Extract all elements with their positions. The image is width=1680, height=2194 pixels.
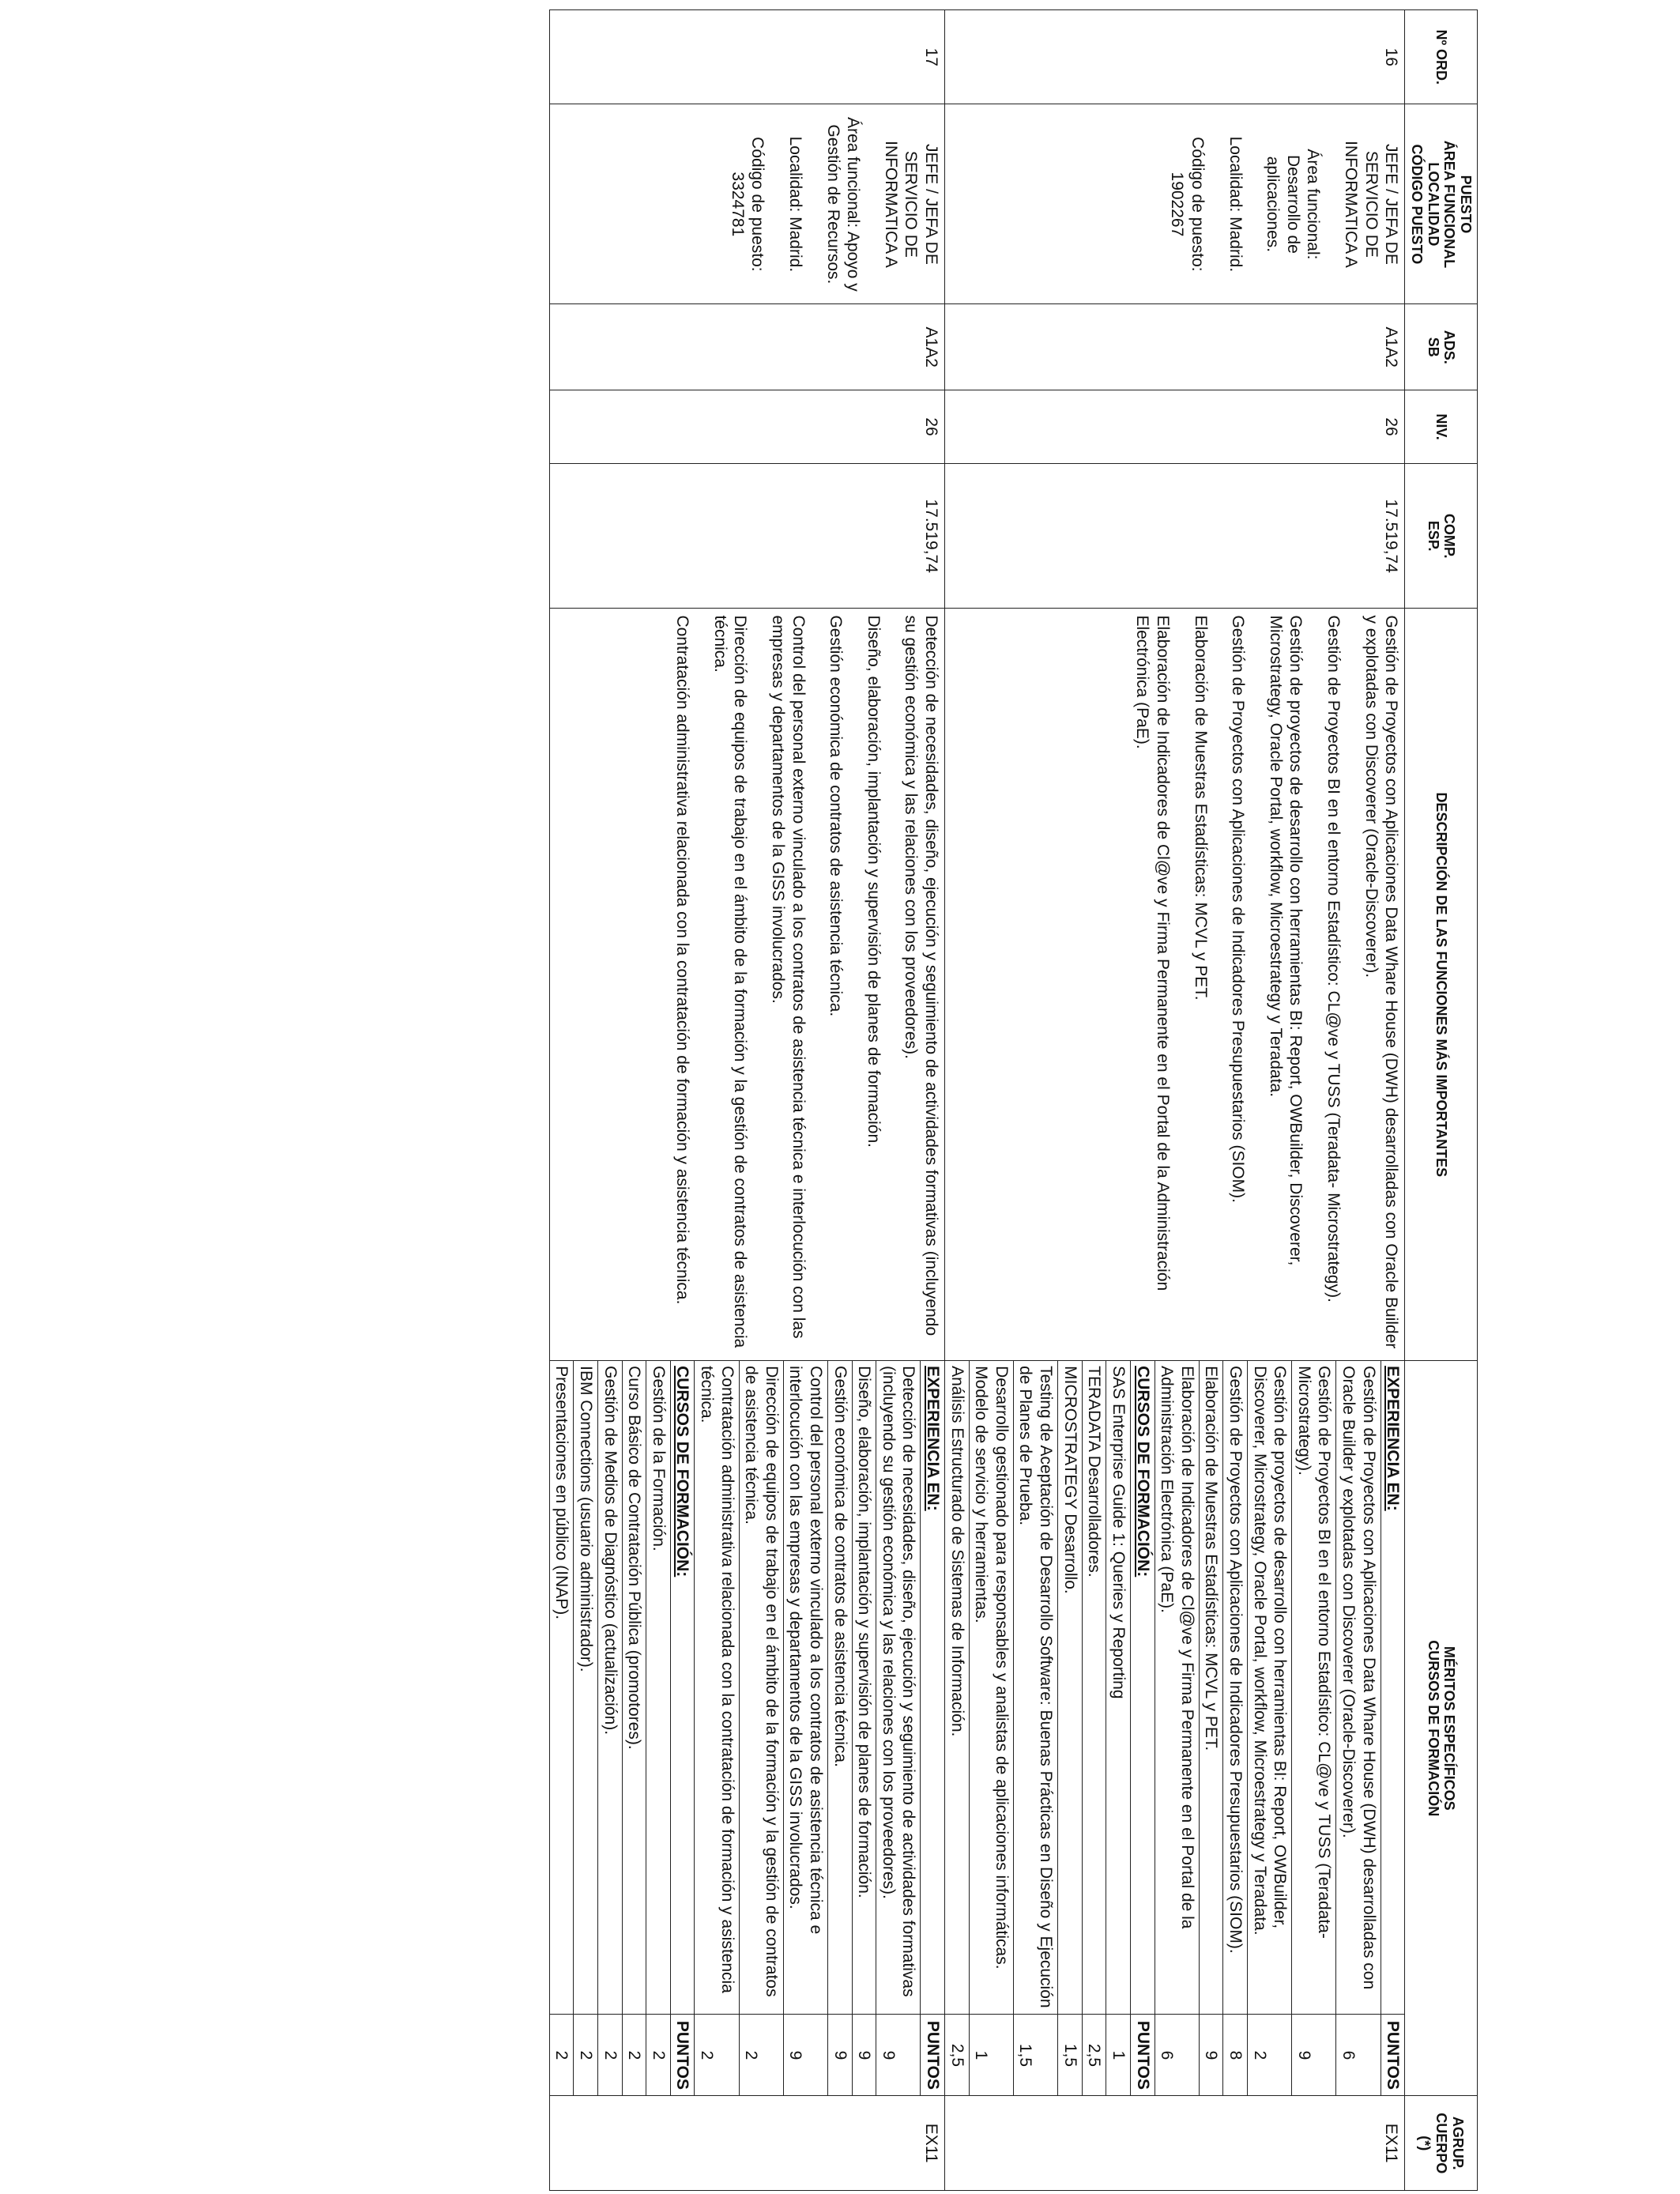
header-comp xyxy=(1405,463,1478,609)
merit-row xyxy=(1292,1361,1336,2095)
merit-row xyxy=(1155,1361,1199,2095)
positions-table xyxy=(549,9,1478,2191)
merit-points: 2 xyxy=(739,2015,783,2096)
merit-points: 2 xyxy=(622,2015,646,2096)
merit-points: 9 xyxy=(783,2015,827,2096)
merit-points: 9 xyxy=(828,2015,853,2096)
header-puesto-line: CÓDIGO PUESTO xyxy=(1408,144,1425,265)
puesto-cell xyxy=(549,104,944,304)
merit-row xyxy=(695,1361,739,2095)
niv-cell: 26 xyxy=(945,390,1405,464)
points-header: PUNTOS xyxy=(670,2015,695,2096)
merits-table xyxy=(550,1361,944,2095)
comp-cell: 17.519,74 xyxy=(549,463,944,609)
function-item: Elaboración de Indicadores de Cl@ve y Firma Permanente en el Portal de la Administración Electrónica (PaE). xyxy=(1133,615,1172,1291)
merit-section-title: EXPERIENCIA EN: xyxy=(921,1361,944,2015)
merit-points: 1 xyxy=(969,2015,1013,2096)
merit-points: 6 xyxy=(1155,2015,1199,2096)
puesto-line: Localidad: Madrid. xyxy=(786,136,805,273)
merit-text: Elaboración de Indicadores de Cl@ve y Firma Permanente en el Portal de la Administración Electrónica (PaE). xyxy=(1155,1361,1199,2015)
merit-row xyxy=(670,1361,695,2095)
merit-points: 9 xyxy=(1292,2015,1336,2096)
header-comp-line: ESP. xyxy=(1425,520,1441,552)
header-comp-line: COMP. xyxy=(1441,513,1458,559)
comp-cell: 17.519,74 xyxy=(945,463,1405,609)
function-item: Diseño, elaboración, implantación y supervisión de planes de formación. xyxy=(864,615,883,1148)
function-item: Detección de necesidades, diseño, ejecución y seguimiento de actividades formativas (incluyendo su gestión económica y las relaciones con los proveedores). xyxy=(902,615,941,1336)
merit-row xyxy=(646,1361,671,2095)
merit-row xyxy=(876,1361,921,2095)
merit-text: Diseño, elaboración, implantación y supervisión de planes de formación. xyxy=(852,1361,876,2015)
merit-row xyxy=(622,1361,646,2095)
table-body xyxy=(549,10,1405,2191)
header-agrup-line: (*) xyxy=(1417,2136,1433,2151)
header-puesto-line: LOCALIDAD xyxy=(1425,162,1441,247)
header-ads-line: ADS. xyxy=(1441,330,1458,364)
merit-text: Detección de necesidades, diseño, ejecución y seguimiento de actividades formativas (incluyendo su gestión económica y las relaciones con los proveedores). xyxy=(876,1361,921,2015)
ads-cell: A1A2 xyxy=(549,304,944,390)
header-agrup-line: CUERPO xyxy=(1433,2113,1449,2174)
merit-row xyxy=(574,1361,598,2095)
merit-row xyxy=(1013,1361,1057,2095)
merit-points: 2 xyxy=(646,2015,671,2096)
merit-points: 2 xyxy=(695,2015,739,2096)
header-meritos-line: MÉRITOS ESPECÍFICOS xyxy=(1441,1646,1458,1811)
function-item: Gestión de proyectos de desarrollo con herramientas BI: Report, OWBuilder, Discoverer, Microstrategy, Oracle Portal, workflow, Microestrategy y Teradata. xyxy=(1266,615,1305,1266)
merit-points: 2,5 xyxy=(1082,2015,1106,2096)
merit-text: Gestión de Proyectos BI en el entorno Estadístico: CL@ve y TUSS (Teradata- Microstrategy). xyxy=(1292,1361,1336,2015)
ads-cell: A1A2 xyxy=(945,304,1405,390)
merit-points: 2 xyxy=(597,2015,622,2096)
puesto-line: Área funcional: Desarrollo de aplicaciones. xyxy=(1264,149,1323,260)
header-meritos-line: CURSOS DE FORMACIÓN xyxy=(1425,1640,1441,1817)
header-agrup-line: AGRUP. xyxy=(1449,2116,1466,2170)
merit-section-title: CURSOS DE FORMACIÓN: xyxy=(1130,1361,1155,2015)
merits-table xyxy=(945,1361,1404,2095)
function-item: Elaboración de Muestras Estadísticas: MCVL y PET. xyxy=(1191,615,1210,1001)
points-header: PUNTOS xyxy=(921,2015,944,2096)
merits-cell xyxy=(945,1361,1405,2096)
merit-text: Análisis Estructurado de Sistemas de Información. xyxy=(947,1366,966,1737)
header-niv: NIV. xyxy=(1405,390,1478,464)
puesto-line: Código de puesto: 1902267 xyxy=(1168,137,1207,272)
merit-text: Testing de Aceptación de Desarrollo Software: Buenas Prácticas en Diseño y Ejecución de Planes de Prueba. xyxy=(1013,1361,1057,2015)
puesto-line: JEFE / JEFA DE SERVICIO DE INFORMATICA A xyxy=(881,141,941,268)
merit-text: Gestión de proyectos de desarrollo con herramientas BI: Report, OWBuilder, Discoverer, Microstrategy, Oracle Portal, workflow, Microestrategy y Teradata. xyxy=(1247,1361,1291,2015)
merit-row xyxy=(1381,1361,1404,2095)
merit-row xyxy=(550,1361,574,2095)
merit-text: MICROSTRATEGY Desarrollo. xyxy=(1058,1361,1083,2015)
header-ads xyxy=(1405,304,1478,390)
merit-text: Gestión de Proyectos con Aplicaciones Data Whare House (DWH) desarrolladas con Oracle Builder y explotadas con Discoverer (Oracle-Discoverer). xyxy=(1336,1361,1381,2015)
merit-section-title: CURSOS DE FORMACIÓN: xyxy=(670,1361,695,2015)
merit-row xyxy=(783,1361,827,2095)
merit-points: 1 xyxy=(1106,2015,1131,2096)
merit-text: IBM Connections (usuario administrador). xyxy=(574,1361,598,2015)
points-header: PUNTOS xyxy=(1381,2015,1404,2096)
merit-row xyxy=(921,1361,944,2095)
puesto-cell xyxy=(945,104,1405,304)
table-row xyxy=(945,10,1405,2191)
header-ord: Nº ORD. xyxy=(1405,10,1478,104)
agrup-cell: EX11 xyxy=(945,2096,1405,2191)
functions-cell xyxy=(945,609,1405,1361)
merit-text: Desarrollo gestionado para responsables y analistas de aplicaciones informáticas. Modelo de servicio y herramientas. xyxy=(969,1361,1013,2015)
merit-text: Curso Básico de Contratación Pública (promotores). xyxy=(622,1361,646,2015)
merit-row xyxy=(1247,1361,1291,2095)
merit-row xyxy=(1199,1361,1223,2095)
header-meritos xyxy=(1405,1361,1478,2096)
merit-row xyxy=(828,1361,853,2095)
ord-cell: 16 xyxy=(945,10,1405,104)
merit-row xyxy=(1058,1361,1083,2095)
merit-text: Control del personal externo vinculado a los contratos de asistencia técnica e interlocución con las empresas y departamentos de la GISS involucrados. xyxy=(783,1361,827,2015)
puesto-line: Área funcional: Apoyo y Gestión de Recursos. xyxy=(823,117,863,292)
merit-points: 1,5 xyxy=(1013,2015,1057,2096)
function-item: Dirección de equipos de trabajo en el ámbito de la formación y la gestión de contratos de asistencia técnica. xyxy=(710,615,750,1348)
rotated-document xyxy=(87,9,1478,2191)
merit-row xyxy=(597,1361,622,2095)
header-puesto-line: PUESTO xyxy=(1458,175,1474,234)
header-ads-line: SB xyxy=(1425,337,1441,357)
merit-text: Contratación administrativa relacionada con la contratación de formación y asistencia técnica. xyxy=(695,1361,739,2015)
merit-row xyxy=(1082,1361,1106,2095)
merit-section-title: EXPERIENCIA EN: xyxy=(1381,1361,1404,2015)
puesto-line: Localidad: Madrid. xyxy=(1226,136,1245,273)
merit-row xyxy=(945,1361,969,2095)
merit-row xyxy=(739,1361,783,2095)
merit-row xyxy=(1336,1361,1381,2095)
merit-text: TERADATA Desarrolladores. xyxy=(1082,1361,1106,2015)
header-row xyxy=(1405,10,1478,2191)
function-item: Gestión económica de contratos de asistencia técnica. xyxy=(827,615,846,1017)
merit-text: Gestión de Proyectos con Aplicaciones de Indicadores Presupuestarios (SIOM). xyxy=(1223,1361,1248,2015)
agrup-cell: EX11 xyxy=(549,2096,944,2191)
merit-points: 2 xyxy=(1247,2015,1291,2096)
function-item: Gestión de Proyectos con Aplicaciones Data Whare House (DWH) desarrolladas con Oracle Builder y explotadas con Discoverer (Oracle-Discoverer). xyxy=(1362,615,1401,1349)
ord-cell: 17 xyxy=(549,10,944,104)
merit-text: SAS Enterprise Guide 1: Queries y Reporting xyxy=(1106,1361,1131,2015)
merit-row xyxy=(1223,1361,1248,2095)
table-row xyxy=(549,10,944,2191)
merit-points: 9 xyxy=(1199,2015,1223,2096)
function-item: Gestión de Proyectos BI en el entorno Estadístico: CL@ve y TUSS (Teradata- Microstrategy). xyxy=(1324,615,1343,1302)
header-puesto xyxy=(1405,104,1478,304)
points-header: PUNTOS xyxy=(1130,2015,1155,2096)
merit-points: 9 xyxy=(852,2015,876,2096)
functions-cell xyxy=(549,609,944,1361)
merit-row xyxy=(1130,1361,1155,2095)
niv-cell: 26 xyxy=(549,390,944,464)
merit-row xyxy=(1106,1361,1131,2095)
merit-points: 8 xyxy=(1223,2015,1248,2096)
merit-row xyxy=(852,1361,876,2095)
merit-points: 1,5 xyxy=(1058,2015,1083,2096)
merit-points: 2 xyxy=(574,2015,598,2096)
puesto-line: Código de puesto: 3324781 xyxy=(728,137,767,272)
merit-text: Dirección de equipos de trabajo en el ámbito de la formación y la gestión de contratos de asistencia técnica. xyxy=(739,1361,783,2015)
header-agrup xyxy=(1405,2096,1478,2191)
function-item: Control del personal externo vinculado a los contratos de asistencia técnica e interlocución con las empresas y departamentos de la GISS involucrados. xyxy=(769,615,808,1339)
merit-row xyxy=(969,1361,1013,2095)
merit-text: Gestión de la Formación. xyxy=(646,1361,671,2015)
header-descripcion: DESCRIPCIÓN DE LAS FUNCIONES MÁS IMPORTANTES xyxy=(1405,609,1478,1361)
merit-text: Gestión económica de contratos de asistencia técnica. xyxy=(828,1361,853,2015)
merit-text: Gestión de Medios de Diagnóstico (actualización). xyxy=(597,1361,622,2015)
merit-text: Presentaciones en público (INAP). xyxy=(552,1366,571,1620)
merit-text: Elaboración de Muestras Estadísticas: MCVL y PET. xyxy=(1199,1361,1223,2015)
merit-points: 2,5 xyxy=(945,2015,969,2096)
merit-points: 6 xyxy=(1336,2015,1381,2096)
merits-cell xyxy=(549,1361,944,2096)
header-puesto-line: ÁREA FUNCIONAL xyxy=(1441,140,1458,269)
merit-points: 2 xyxy=(550,2015,574,2096)
merit-points: 9 xyxy=(876,2015,921,2096)
function-item: Contratación administrativa relacionada con la contratación de formación y asistencia técnica. xyxy=(673,615,692,1305)
puesto-line: JEFE / JEFA DE SERVICIO DE INFORMATICA A xyxy=(1342,141,1401,268)
function-item: Gestión de Proyectos con Aplicaciones de Indicadores Presupuestarios (SIOM). xyxy=(1229,615,1248,1203)
